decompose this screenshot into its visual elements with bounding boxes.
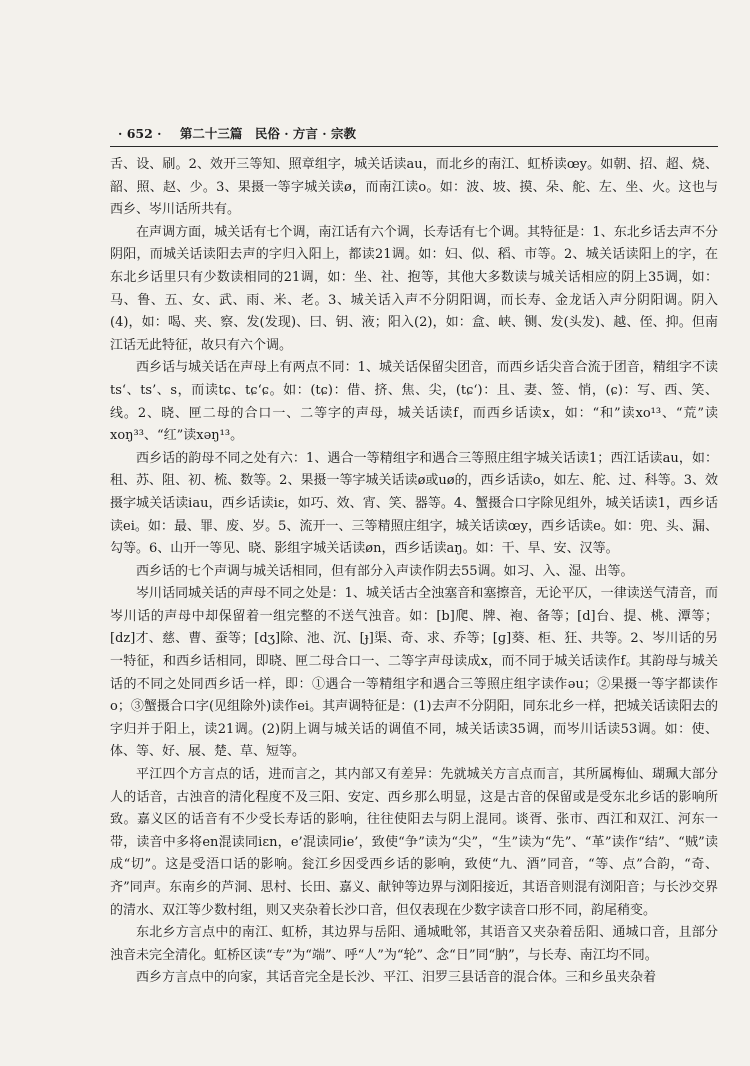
body-text bbox=[110, 154, 718, 990]
paragraph-northeast: 东北乡方言点中的南江、虹桥，其边界与岳阳、通城毗邻，其语音又夹杂着岳阳、通城口音，且部分浊音未完全清化。虹桥区读“专”为“端”、呼“人”为“轮”、念“日”同“肭”，与长寿、南江均不同。 bbox=[110, 925, 718, 963]
header-rule bbox=[110, 146, 718, 147]
paragraph-tones: 在声调方面，城关话有七个调，南江话有六个调，长寿话有七个调。其特征是：1、东北乡话去声不分阴阳，而城关话读阳去声的字归入阳上，都读21调。如：妇、似、稻、市等。2、城关话读阳上的字，在东北乡话里只有少数读相同的21调，如：坐、社、抱等，其他大多数读与城关话相应的阴上35调，如：马、鲁、五、女、武、雨、米、老。3、城关话入声不分阴阳调，而长寿、金龙话入声分阴阳调。阴入(4)，如：喝、夹、察、发(发现)、曰、钥、液；阳入(2)，如：盒、峡、铡、发(头发)、越、侄、抑。但南江话无此特征，故只有六个调。 bbox=[110, 224, 718, 353]
paragraph-xixiang-tones: 西乡话的七个声调与城关话相同，但有部分入声读作阴去55调。如习、入、湿、出等。 bbox=[136, 563, 634, 579]
paragraph-xixiang-xiangjia: 西乡方言点中的向家，其话音完全是长沙、平江、汨罗三县话音的混合体。三和乡虽夹杂着 bbox=[136, 970, 657, 986]
page-number: · 652 · bbox=[118, 126, 162, 141]
page-header bbox=[118, 124, 718, 142]
paragraph-xixiang-initials: 西乡话与城关话在声母上有两点不同：1、城关话保留尖团音，而西乡话尖音合流于团音，精组字不读ts‘、ts’、s，而读tɕ、tɕ‘ɕ。如：(tɕ)：借、挤、焦、尖，(tɕ‘)：且、妻、签、悄，(ɕ)：写、西、笑、线。2、晓、匣二母的合口一、二等字的声母，城关话读f，而西乡话读x，如：“和”读xo¹³、“荒”读xoŋ³³、“红”读xəŋ¹³。 bbox=[110, 360, 718, 444]
paragraph-pingjiang-variation: 平江四个方言点的话，进而言之，其内部又有差异：先就城关方言点而言，其所属梅仙、瑚珮大部分人的话音，古浊音的清化程度不及三阳、安定、西乡那么明显，这是古音的保留或是受东北乡话的影响所致。嘉义区的话音有不少受长寿话的影响，往往使阳去与阴上混同。谈胥、张市、西江和双江、河东一带，读音中多将en混读同iɛn，e’混读同ie’，致使“争”读为“尖”，“生”读为“先”、“革”读作“结”、“贼”读成“切”。这是受浯口话的影响。瓮江乡因受西乡话的影响，致使“九、酒”同音，“等、点”合韵，“奇、齐”同声。东南乡的芦洞、思村、长田、嘉义、献钟等边界与浏阳接近，其语音则混有浏阳音；与长沙交界的清水、双江等少数村组，则又夹杂着长沙口音，但仅表现在少数字读音口形不同，韵尾稍变。 bbox=[110, 767, 718, 918]
paragraph-cenchuan: 岑川话同城关话的声母不同之处是：1、城关话古全浊塞音和塞擦音，无论平仄，一律读送气清音，而岑川话的声母中却保留着一组完整的不送气浊音。如：[b]爬、牌、袍、备等；[d]台、提、桃、潭等；[dz]才、慈、曹、蚕等；[dʒ]除、池、沉、[ɟ]渠、奇、求、乔等；[ɡ]葵、柜、狂、共等。2、岑川话的另一特征，和西乡话相同，即晓、匣二母合口一、二等字声母读成x，而不同于城关话读作f。其韵母与城关话的不同之处同西乡话一样，即：①遇合一等精组字和遇合三等照庄组字读作əu；②果摄一等字都读作o；③蟹摄合口字(见组除外)读作ei。其声调特征是：(1)去声不分阴阳，同东北乡一样，把城关话读阳去的字归并于阳上，读21调。(2)阴上调与城关话的调值不同，城关话读35调，而岑川话读53调。如：使、体、等、好、展、楚、草、短等。 bbox=[110, 586, 718, 760]
paragraph-continuation: 舌、设、刷。2、效开三等知、照章组字，城关话读au，而北乡的南江、虹桥读œy。如朝、招、超、烧、韶、照、赵、少。3、果摄一等字城关读ø，而南江读o。如：波、坡、摸、朵、舵、左、坐、火。这也与西乡、岑川话所共有。 bbox=[110, 157, 718, 218]
chapter-title: 第二十三篇 民俗 · 方言 · 宗教 bbox=[179, 126, 356, 141]
paragraph-xixiang-finals: 西乡话的韵母不同之处有六：1、遇合一等精组字和遇合三等照庄组字城关话读1；西江话读au，如：租、苏、阻、初、梳、数等。2、果摄一等字城关话读ø或uø的，西乡话读o，如左、舵、过、科等。3、效摄字城关话读iau，西乡话读iɛ，如巧、效、宵、笑、器等。4、蟹摄合口字除见组外，城关话读1，西乡话读ei。如：最、罪、废、岁。5、流开一、三等精照庄组字，城关话读œy，西乡话读e。如：兜、头、漏、勾等。6、山开一等见、晓、影组字城关话读øn，西乡话读aŋ。如：干、旱、安、汉等。 bbox=[110, 450, 718, 557]
